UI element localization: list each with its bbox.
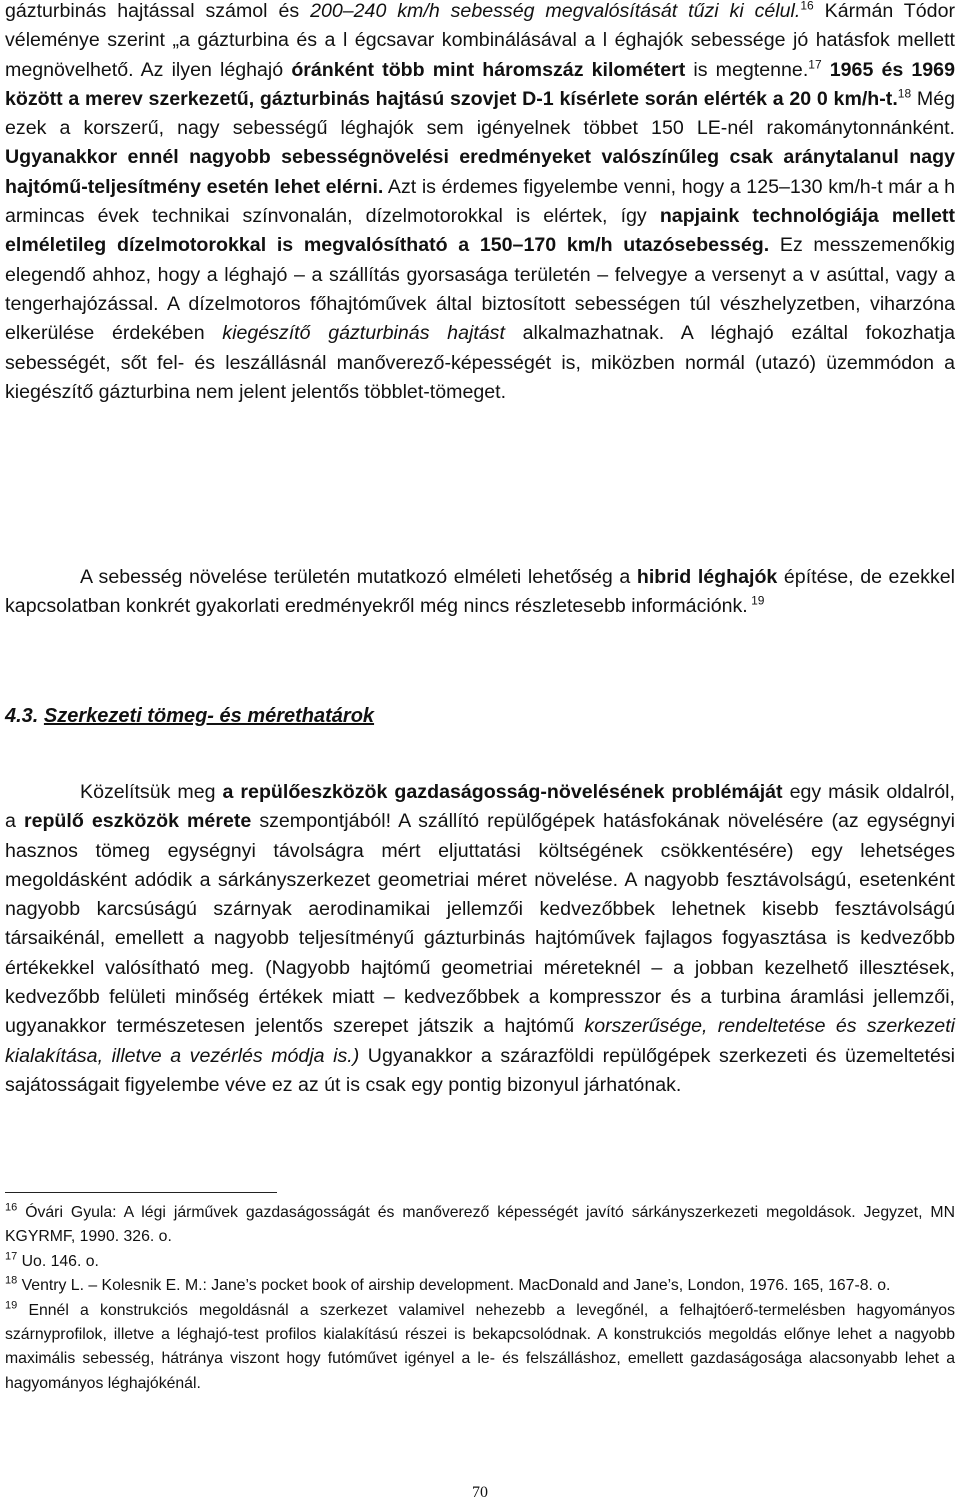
text-run: gázturbinás hajtással számol és (5, 0, 311, 22)
bold-text: repülő eszközök mérete (23, 810, 252, 833)
text-run: is megtenne. (685, 58, 809, 81)
section-number: 4.3. (5, 705, 39, 727)
page-number: 70 (472, 1484, 488, 1501)
footnote-number: 17 (5, 1250, 18, 1263)
bold-text: napjaink technológiája mellett elméletileg dízelmotorokkal is megvalósítható a 150–170 km/h utazósebesség. (5, 205, 955, 257)
text-run: szempontjából! A szállító repülőgépek hatásfokának növelésére (az egységnyi hasznos tömeg egységnyi távolságra mért eljuttatási költségének csökkentésére) egy lehetséges megoldásként adódik a sárkányszerkezet geometriai méret növelése. A nagyobb fesztávolságú, esetenként nagyobb karcsúságú szárnyak aerodinamikai jellemzői kedvezőbbek lehetnek kisebb fesztávolságú társaikénál, emellett a nagyobb teljesítményű gázturbinás hajtóművek fajlagos fogyasztása is kedvezőbb értékekkel valósítható meg. (Nagyobb hajtómű geometriai méreteknél – a jobban kezelhető illesztések, kedvezőbb felületi minőség értékek miatt – kedvezőbbek a kompresszor és a turbina áramlási jellemzői, ugyanakkor természetesen jelentős szerepet játszik a hajtómű (5, 810, 955, 1038)
text-run: Még ezek a korszerű, nagy sebességű léghajók sem igényelnek többet 150 LE-nél rakománytonnánként. (5, 87, 955, 140)
paragraph-size-limits (5, 778, 955, 1100)
footnote-ref-17[interactable]: 17 (808, 57, 822, 72)
footnote-ref-16[interactable]: 16 (800, 0, 814, 13)
text-run: A sebesség növelése területén mutatkozó elméleti lehetőség a (80, 566, 637, 588)
paragraph-hybrid-airships (5, 563, 955, 622)
footnote-17 (5, 1250, 955, 1274)
text-run: Ez messzemenőkig elegendő ahhoz, hogy a léghajó – a szállítás gyorsasága területén – felvegye a versenyt a v asúttal, vagy a tengerhajózással. A dízelmotoros főhajtóművek által biztosított sebességen túl vészhelyzetben, viharzóna elkerülése érdekében (5, 234, 956, 345)
footnote-ref-18[interactable]: 18 (897, 86, 912, 101)
italic-text: kiegészítő gázturbinás hajtást (222, 322, 505, 345)
text-run: Azt is érdemes figyelembe venni, hogy a 125–130 km/h-t már a h armincas évek technikai színvonalán, dízelmotorokkal is elértek, így (5, 175, 956, 228)
text-run: egy másik oldalról, a (5, 781, 955, 833)
footnotes (5, 1201, 955, 1396)
footnote-text: Ventry L. – Kolesnik E. M.: Jane’s pocket book of airship development. MacDonald and Jane’s, London, 1976. 165, 167-8. o. (17, 1277, 891, 1295)
text-run: Ugyanakkor a szárazföldi repülőgépek szerkezeti és üzemeltetési sajátosságait figyelembe véve ez az út is csak egy pontig bizonyul járhatónak. (5, 1044, 956, 1096)
section-heading (5, 702, 374, 730)
footnote-text: Uo. 146. o. (17, 1252, 99, 1270)
bold-text: hibrid léghajók (636, 566, 778, 588)
italic-text: 200–240 km/h sebesség megvalósítását tűzi ki célul. (310, 0, 801, 22)
footnote-16 (5, 1201, 955, 1250)
paragraph-airship-speed (5, 0, 955, 407)
footnote-number: 19 (5, 1299, 18, 1312)
footnote-number: 16 (5, 1201, 18, 1214)
bold-text: 1965 és 1969 között a merev szerkezetű, gázturbinás hajtású szovjet D-1 kísérlete során elérték a 20 0 km/h-t. (5, 58, 955, 110)
text-run: Közelítsük meg (80, 781, 223, 803)
footnote-18 (5, 1274, 955, 1298)
footnote-ref-19[interactable]: 19 (747, 593, 765, 608)
text-run: Kármán Tódor véleménye szerint „a gázturbina és a l égcsavar kombinálásával a l éghajók sebessége jó hatásfok mellett megnövelhető. Az ilyen léghajó (5, 0, 955, 81)
section-title: Szerkezeti tömeg- és mérethatárok (43, 705, 375, 727)
bold-text: óránként több mint háromszáz kilométert (291, 58, 686, 81)
footnote-number: 18 (5, 1274, 18, 1287)
footnote-separator (5, 1192, 277, 1193)
footnote-text: Óvári Gyula: A légi járművek gazdaságosságát és manőverező képességét javító sárkányszerkezeti megoldások. Jegyzet, MN KGYRMF, 1990. 326. o. (5, 1204, 955, 1246)
text-run: alkalmazhatnak. A léghajó ezáltal fokozhatja sebességét, sőt fel- és leszállásnál manőverező-képességét is, miközben normál (utazó) üzemmódon a kiegészítő gázturbina nem jelent jelentős többlet-tömeget. (5, 322, 955, 403)
bold-text: Ugyanakkor ennél nagyobb sebességnövelési eredményeket valószínűleg csak aránytalanul nagy hajtómű-teljesítmény esetén lehet elérni. (5, 146, 955, 198)
footnote-19 (5, 1299, 955, 1397)
footnote-text: Ennél a konstrukciós megoldásnál a szerkezet valamivel nehezebb a levegőnél, a felhajtóerő-termelésben hagyományos szárnyprofilok, illetve a léghajó-test profilos kialakítású részei is bekapcsolódnak. A konstrukciós megoldás előnye lehet a nagyobb maximális sebesség, hátránya viszont hogy futóművet igényel a le- és felszálláshoz, emellett gazdaságosága alacsonyabb lehet a hagyományos léghajókénál. (5, 1301, 955, 1392)
italic-text: korszerűsége, rendeltetése és szerkezeti kialakítása, illetve a vezérlés módja is.) (5, 1015, 956, 1067)
bold-text: a repülőeszközök gazdaságosság-növelésének problémáját (222, 781, 783, 803)
text-run: építése, de ezekkel kapcsolatban konkrét gyakorlati eredményekről még nincs részletesebb információnk. (5, 566, 955, 618)
